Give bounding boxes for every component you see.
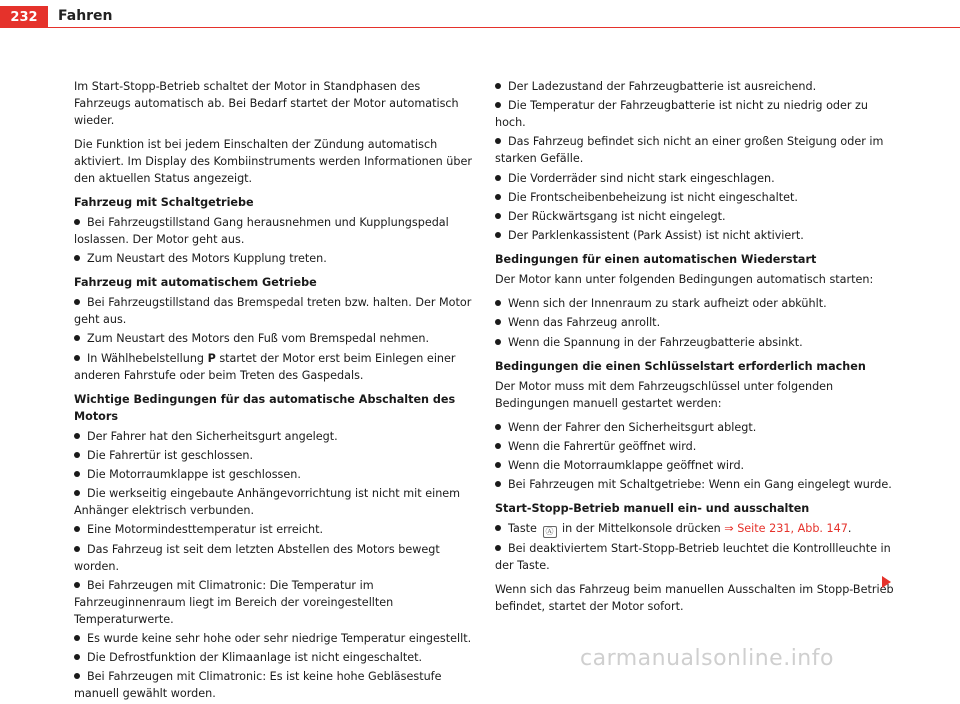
intro-paragraph: Die Funktion ist bei jedem Einschalten der Zündung automatisch aktiviert. Im Display des Kombiinstruments werden Informationen über den aktuellen Status angezeigt.: [74, 138, 472, 185]
list-item: Bei Fahrzeugen mit Schaltgetriebe: Wenn ein Gang eingelegt wurde.: [495, 476, 895, 493]
right-column: [495, 78, 895, 622]
bullet-icon: [495, 194, 501, 200]
list-item: Die Vorderräder sind nicht stark eingeschlagen.: [495, 170, 895, 187]
list-item: Es wurde keine sehr hohe oder sehr niedrige Temperatur eingestellt.: [74, 630, 474, 647]
section-heading: Bedingungen die einen Schlüsselstart erforderlich machen: [495, 359, 866, 373]
list-item: Der Rückwärtsgang ist nicht eingelegt.: [495, 208, 895, 225]
bullet-icon: [74, 673, 80, 679]
bullet-icon: [495, 175, 501, 181]
bullet-icon: [74, 255, 80, 261]
list-item: Wenn der Fahrer den Sicherheitsgurt ablegt.: [495, 419, 895, 436]
list-item: Die Motorraumklappe ist geschlossen.: [74, 466, 474, 483]
gear-position-p: P: [207, 351, 216, 365]
bullet-icon: [74, 355, 80, 361]
bullet-icon: [74, 582, 80, 588]
bullet-icon: [74, 546, 80, 552]
list-item: Der Fahrer hat den Sicherheitsgurt angelegt.: [74, 428, 474, 445]
key-start-list: [495, 419, 895, 494]
list-item: Der Parklenkassistent (Park Assist) ist nicht aktiviert.: [495, 227, 895, 244]
bullet-icon: [495, 424, 501, 430]
bullet-icon: [495, 83, 501, 89]
list-item: Wenn sich der Innenraum zu stark aufheizt oder abkühlt.: [495, 295, 895, 312]
restart-list: [495, 295, 895, 350]
section-heading: Fahrzeug mit automatischem Getriebe: [74, 276, 317, 290]
list-item: In Wählhebelstellung P startet der Motor erst beim Einlegen einer anderen Fahrstufe oder beim Treten des Gaspedals.: [74, 351, 456, 382]
page-reference-link[interactable]: ⇒ Seite 231, Abb. 147: [724, 522, 848, 536]
list-item: Bei Fahrzeugen mit Climatronic: Es ist keine hohe Gebläsestufe manuell gewählt worden.: [74, 670, 442, 701]
bullet-icon: [74, 452, 80, 458]
section-heading: Fahrzeug mit Schaltgetriebe: [74, 196, 254, 209]
intro-paragraph: Im Start-Stopp-Betrieb schaltet der Motor in Standphasen des Fahrzeugs automatisch ab. Bei Bedarf startet der Motor automatisch wieder.: [74, 80, 459, 127]
list-item: Eine Motormindesttemperatur ist erreicht.: [74, 521, 474, 538]
list-item: Das Fahrzeug befindet sich nicht an einer großen Steigung oder im starken Gefälle.: [495, 135, 884, 166]
bullet-icon: [74, 219, 80, 225]
bullet-icon: [74, 526, 80, 532]
bullet-icon: [495, 300, 501, 306]
bullet-icon: [74, 335, 80, 341]
list-item: Die werkseitig eingebaute Anhängevorrichtung ist nicht mit einem Anhänger elektrisch verbunden.: [74, 487, 461, 518]
list-item: Die Temperatur der Fahrzeugbatterie ist nicht zu niedrig oder zu hoch.: [495, 99, 869, 130]
bullet-icon: [495, 138, 501, 144]
bullet-icon: [495, 339, 501, 345]
bullet-icon: [495, 525, 501, 531]
page-number: 232: [0, 6, 48, 28]
bullet-icon: [495, 545, 501, 551]
closing-paragraph: Wenn sich das Fahrzeug beim manuellen Ausschalten im Stopp-Betrieb befindet, startet der Motor sofort.: [495, 583, 894, 614]
bullet-icon: [495, 319, 501, 325]
bullet-icon: [74, 490, 80, 496]
list-item: Wenn die Motorraumklappe geöffnet wird.: [495, 457, 895, 474]
bullet-icon: [74, 471, 80, 477]
bullet-icon: [495, 232, 501, 238]
bullet-icon: [495, 213, 501, 219]
page-header: [0, 0, 960, 34]
section-heading: Bedingungen für einen automatischen Wiederstart: [495, 253, 817, 267]
watermark: carmanualsonline.info: [580, 646, 834, 671]
list-item: Wenn das Fahrzeug anrollt.: [495, 314, 895, 331]
bullet-icon: [74, 654, 80, 660]
list-item: Der Ladezustand der Fahrzeugbatterie ist ausreichend.: [495, 78, 895, 95]
list-item: Die Defrostfunktion der Klimaanlage ist nicht eingeschaltet.: [74, 649, 474, 666]
section-heading: Wichtige Bedingungen für das automatische Abschalten des Motors: [74, 392, 456, 423]
list-item: Die Frontscheibenbeheizung ist nicht eingeschaltet.: [495, 189, 895, 206]
list-item: Wenn die Spannung in der Fahrzeugbatterie absinkt.: [495, 334, 895, 351]
list-item: Zum Neustart des Motors Kupplung treten.: [74, 250, 474, 267]
list-item: Das Fahrzeug ist seit dem letzten Abstellen des Motors bewegt worden.: [74, 542, 440, 573]
section-heading: Start-Stopp-Betrieb manuell ein- und ausschalten: [495, 502, 810, 516]
bullet-icon: [495, 481, 501, 487]
next-page-arrow-icon[interactable]: [882, 576, 891, 588]
list-item: Die Fahrertür ist geschlossen.: [74, 447, 474, 464]
chapter-title: Fahren: [58, 8, 113, 24]
section-intro: Der Motor kann unter folgenden Bedingungen automatisch starten:: [495, 273, 874, 287]
bullet-icon: [495, 443, 501, 449]
conditions-list-continued: [495, 78, 895, 244]
list-item: Bei Fahrzeugen mit Climatronic: Die Temperatur im Fahrzeuginnenraum liegt im Bereich der voreingestellten Temperaturwerte.: [74, 578, 394, 626]
left-column: [74, 78, 474, 704]
list-item: Bei Fahrzeugstillstand Gang herausnehmen und Kupplungspedal loslassen. Der Motor geht aus.: [74, 216, 449, 246]
bullet-icon: [74, 299, 80, 305]
start-stop-button-icon: Ⓐ: [543, 526, 557, 538]
bullet-icon: [495, 102, 501, 108]
list-item: Bei deaktiviertem Start-Stopp-Betrieb leuchtet die Kontrollleuchte in der Taste.: [495, 542, 891, 573]
header-rule: [48, 27, 960, 28]
section-intro: Der Motor muss mit dem Fahrzeugschlüssel unter folgenden Bedingungen manuell gestartet werden:: [495, 379, 834, 410]
list-item: Taste Ⓐ in der Mittelkonsole drücken ⇒ Seite 231, Abb. 147.: [495, 520, 895, 538]
conditions-list: [74, 428, 474, 703]
bullet-icon: [74, 635, 80, 641]
bullet-icon: [74, 433, 80, 439]
list-item: Bei Fahrzeugstillstand das Bremspedal treten bzw. halten. Der Motor geht aus.: [74, 296, 472, 327]
bullet-icon: [495, 462, 501, 468]
list-item: Zum Neustart des Motors den Fuß vom Bremspedal nehmen.: [74, 330, 474, 347]
list-item: Wenn die Fahrertür geöffnet wird.: [495, 438, 895, 455]
